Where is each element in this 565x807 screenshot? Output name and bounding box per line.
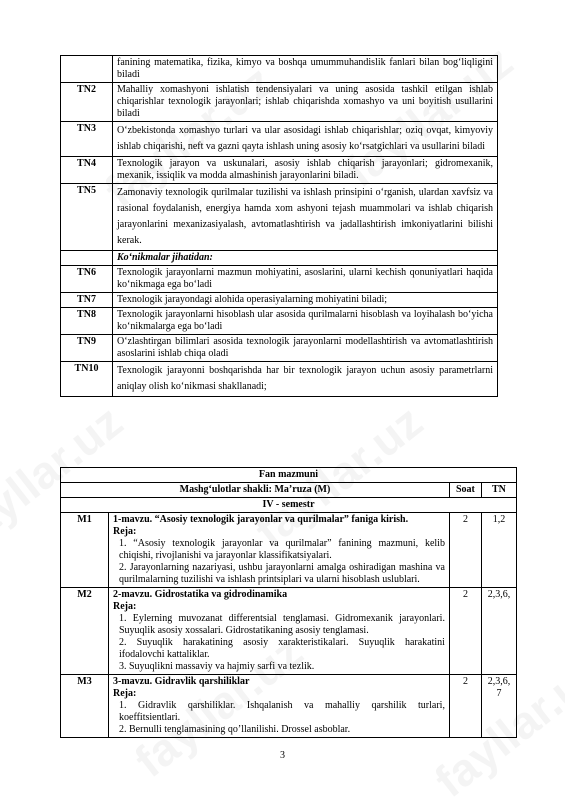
plan-item: 3. Suyuqlikni massaviy va hajmiy sarfi va tezlik.: [119, 661, 315, 672]
table-row: [61, 498, 517, 513]
table-row: [61, 56, 498, 83]
outcome-text: Zamonaviy texnologik qurilmalar tuzilishi va ishlash prinsipini o‘rganish, ulardan xavfsiz va rasional foydalanish, energiya hamda xom ashyoni tejash muammolari va ishlab chiqarish jarayonlarini mexanizasiyalash, avtomatlashtirish va jadallashtirish imkoniyatlarini bilishi kerak.: [113, 184, 498, 251]
skill-code: TN10: [61, 362, 113, 397]
table-row: [61, 83, 498, 122]
lecture-code: M1: [61, 513, 109, 588]
skill-text: Texnologik jarayonlarni mazmun mohiyatini, asoslarini, ularni kechish qonuniyatlari haqida ko‘nikmaga ega bo‘ladi: [113, 266, 498, 293]
outcome-text: fanining matematika, fizika, kimyo va boshqa umummuhandislik fanlari bilan bog‘liqligini biladi: [113, 56, 498, 83]
table-row: [61, 468, 517, 483]
outcome-text: Texnologik jarayon va uskunalari, asosiy ishlab chiqarish jarayonlari; gidromexanik, mexanik, issiqlik va modda almashinish jarayonlarini biladi.: [113, 157, 498, 184]
skill-code: TN8: [61, 308, 113, 335]
tn-value: 2,3,6, 7: [481, 675, 516, 738]
lecture-topic: [109, 675, 450, 738]
plan-item: 2. Bernulli tenglamasining qo’llanilishi. Drossel asboblar.: [119, 724, 351, 735]
outcome-text: Mahalliy xomashyoni ishlatish tendensiyalari va uning asosida tashkil etilgan ishlab chiqarishlar texnologik jarayonlari; ishlab chiqarishda xomashyo va uni boyitish usullarini biladi: [113, 83, 498, 122]
table-row: [61, 251, 498, 266]
plan-item: 1. “Asosiy texnologik jarayonlar va qurilmalar” fanining mazmuni, kelib chiqishi, rivojlanishi va jarayonlar klassifikatsiyalari.: [119, 538, 445, 561]
plan-label: Reja:: [113, 688, 137, 699]
course-content-table: [60, 467, 517, 738]
plan-item: 2. Jarayonlarning nazariyasi, ushbu jarayonlarni amalga oshiradigan mashina va qurilmalarning tuzilishi va ishlash printsiplari va ularni hisoblash uslublari.: [119, 562, 445, 585]
skill-code: TN6: [61, 266, 113, 293]
table-row: [61, 184, 498, 251]
topic-title: 1-mavzu. “Asosiy texnologik jarayonlar va qurilmalar” faniga kirish.: [113, 514, 409, 525]
table-row: [61, 293, 498, 308]
col-tn: TN: [481, 483, 516, 498]
learning-outcomes-table: [60, 55, 498, 397]
hours-value: 2: [449, 588, 481, 675]
outcome-code: TN2: [61, 83, 113, 122]
hours-value: 2: [449, 675, 481, 738]
lecture-code: M3: [61, 675, 109, 738]
outcome-code: TN4: [61, 157, 113, 184]
table-row: [61, 122, 498, 157]
lesson-form: Mashg‘ulotlar shakli: Ma’ruza (M): [61, 483, 450, 498]
col-hours: Soat: [449, 483, 481, 498]
plan-item: 2. Suyuqlik harakatining asosiy xarakteristikalari. Suyuqlik harakatini ifodalovchi kattaliklar.: [119, 637, 445, 660]
plan-item: 1. Gidravlik qarshiliklar. Ishqalanish va mahalliy qarshilik turlari, koeffitsientlari.: [119, 700, 445, 723]
content-title: Fan mazmuni: [61, 468, 517, 483]
table-row: [61, 513, 517, 588]
lecture-topic: [109, 513, 450, 588]
topic-title: 3-mavzu. Gidravlik qarshiliklar: [113, 676, 250, 687]
tn-value: 1,2: [481, 513, 516, 588]
table-row: [61, 675, 517, 738]
plan-label: Reja:: [113, 526, 137, 537]
plan-item: 1. Eylerning muvozanat differentsial tenglamasi. Gidromexanik jarayonlari. Suyuqlik asosiy xossalari. Gidrostatikaning asosiy tenglamasi.: [119, 613, 445, 636]
skill-text: O‘zlashtirgan bilimlari asosida texnologik jarayonlarni modellashtirish va avtomatlashtirish asoslarini ishlab chiqa oladi: [113, 335, 498, 362]
plan-label: Reja:: [113, 601, 137, 612]
skill-text: Texnologik jarayondagi alohida operasiyalarning mohiyatini biladi;: [113, 293, 498, 308]
semester: IV - semestr: [61, 498, 517, 513]
table-row: [61, 362, 498, 397]
table-row: [61, 266, 498, 293]
outcome-code: [61, 56, 113, 83]
table-row: [61, 335, 498, 362]
skill-text: Texnologik jarayonlarni hisoblash ular asosida qurilmalarni hisoblash va loyihalash bo‘yicha ko‘nikmalarga ega bo‘ladi: [113, 308, 498, 335]
outcome-text: O‘zbekistonda xomashyo turlari va ular asosidagi ishlab chiqarishlar; oziq ovqat, kimyoviy ishlab chiqarishi, neft va gazni qayta ishlash uning asosiy ko‘rsatgichlari va usullarini biladi: [113, 122, 498, 157]
topic-title: 2-mavzu. Gidrostatika va gidrodinamika: [113, 589, 288, 600]
outcome-code: TN3: [61, 122, 113, 157]
table-row: [61, 157, 498, 184]
lecture-code: M2: [61, 588, 109, 675]
lecture-topic: [109, 588, 450, 675]
skill-code: TN7: [61, 293, 113, 308]
outcome-code: TN5: [61, 184, 113, 251]
skill-code: TN9: [61, 335, 113, 362]
skill-text: Texnologik jarayonni boshqarishda har bir texnologik jarayon uchun asosiy parametrlarni aniqlay olish ko‘nikmasi shakllanadi;: [113, 362, 498, 397]
tn-value: 2,3,6,: [481, 588, 516, 675]
skills-heading: Ko‘nikmalar jihatidan:: [113, 251, 498, 266]
table-row: [61, 308, 498, 335]
table-row: [61, 588, 517, 675]
page-number: 3: [280, 750, 285, 761]
table-row: [61, 483, 517, 498]
hours-value: 2: [449, 513, 481, 588]
